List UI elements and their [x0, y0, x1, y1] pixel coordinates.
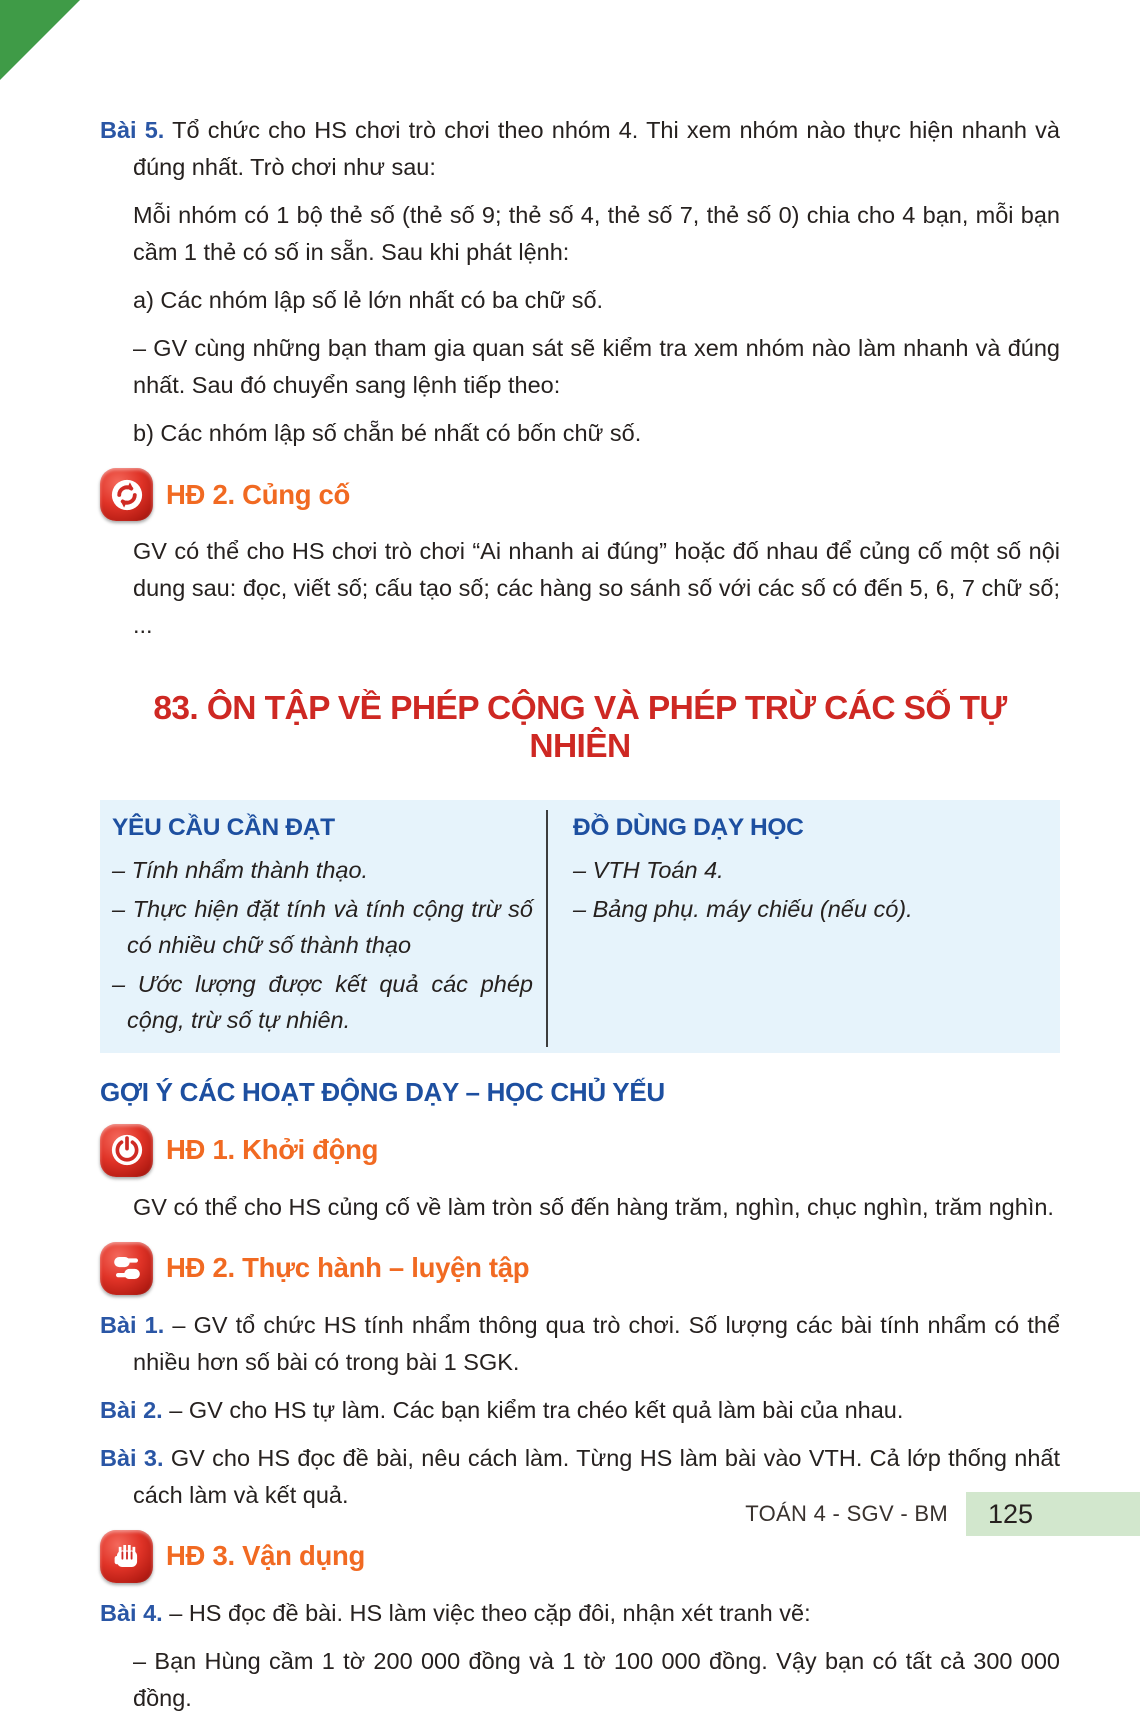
bai3-text: GV cho HS đọc đề bài, nêu cách làm. Từng HS làm bài vào VTH. Cả lớp thống nhất cách làm và kết quả.	[133, 1444, 1060, 1508]
paragraph-bai1	[100, 1307, 1060, 1381]
power-icon	[100, 1124, 153, 1177]
activity-heading-cung-co	[100, 468, 1060, 521]
requirements-table	[100, 800, 1060, 1053]
activity-heading-van-dung	[100, 1530, 1060, 1583]
requirements-header: YÊU CẦU CẦN ĐẠT	[112, 814, 335, 841]
activity-label: HĐ 2. Thực hành – luyện tập	[166, 1252, 530, 1283]
paragraph-bai5	[100, 112, 1060, 186]
paragraph-bai2	[100, 1392, 1060, 1429]
item-a: a) Các nhóm lập số lẻ lớn nhất có ba chữ số.	[133, 287, 604, 313]
bai4-text: – HS đọc đề bài. HS làm việc theo cặp đôi, nhận xét tranh vẽ:	[169, 1599, 811, 1626]
page-footer	[0, 1492, 1140, 1536]
materials-column	[555, 814, 1042, 1041]
paragraph-khoi-dong: GV có thể cho HS củng cố về làm tròn số đến hàng trăm, nghìn, chục nghìn, trăm nghìn.	[133, 1193, 1054, 1220]
activity-label: HĐ 2. Củng cố	[166, 478, 351, 510]
refresh-icon	[100, 468, 153, 521]
bai2-label: Bài 2.	[100, 1396, 163, 1423]
materials-header: ĐỒ DÙNG DẠY HỌC	[573, 814, 804, 841]
paragraph-gv-note: – GV cùng những bạn tham gia quan sát sẽ kiểm tra xem nhóm nào làm nhanh và đúng nhất. Sau đó chuyển sang lệnh tiếp theo:	[133, 335, 1060, 398]
activity-label: HĐ 3. Vận dụng	[166, 1540, 366, 1571]
paragraph-bai4	[100, 1595, 1060, 1632]
bai3-label: Bài 3.	[100, 1444, 164, 1471]
item-b: b) Các nhóm lập số chẵn bé nhất có bốn chữ số.	[133, 420, 642, 446]
footer-book-label: TOÁN 4 - SGV - BM	[745, 1501, 948, 1526]
bai5-text: Tổ chức cho HS chơi trò chơi theo nhóm 4. Thi xem nhóm nào thực hiện nhanh và đúng nhất. Trò chơi như sau:	[133, 117, 1060, 180]
activities-section-header: GỢI Ý CÁC HOẠT ĐỘNG DẠY – HỌC CHỦ YẾU	[100, 1076, 665, 1107]
requirement-item: – Ước lượng được kết quả các phép cộng, trừ số tự nhiên.	[112, 970, 533, 1033]
activity-heading-thuc-hanh	[100, 1242, 1060, 1295]
paragraph-cung-co: GV có thể cho HS chơi trò chơi “Ai nhanh ai đúng” hoặc đố nhau để củng cố một số nội dung sau: đọc, viết số; cấu tạo số; các hàng so sánh số với các số có đến 5, 6, 7 chữ số; ...	[133, 538, 1060, 638]
paragraph-bai4-note: – Bạn Hùng cầm 1 tờ 200 000 đồng và 1 tờ 100 000 đồng. Vậy bạn có tất cả 300 000 đồng.	[133, 1647, 1060, 1711]
activity-heading-khoi-dong	[100, 1124, 1060, 1177]
material-item: – VTH Toán 4.	[573, 857, 724, 883]
page-number: 125	[988, 1498, 1034, 1529]
material-item: – Bảng phụ. máy chiếu (nếu có).	[573, 895, 913, 922]
requirement-item: – Thực hiện đặt tính và tính cộng trừ số có nhiều chữ số thành thạo	[112, 895, 533, 958]
bai2-text: – GV cho HS tự làm. Các bạn kiểm tra chéo kết quả làm bài của nhau.	[169, 1396, 904, 1423]
bai1-label: Bài 1.	[100, 1311, 165, 1338]
bai4-label: Bài 4.	[100, 1599, 163, 1626]
fist-icon	[100, 1530, 153, 1583]
requirements-column	[112, 814, 555, 1041]
activity-label: HĐ 1. Khởi động	[166, 1134, 379, 1165]
bai1-text: – GV tổ chức HS tính nhẩm thông qua trò chơi. Số lượng các bài tính nhẩm có thể nhiều hơn số bài có trong bài 1 SGK.	[133, 1311, 1061, 1375]
paragraph-cards: Mỗi nhóm có 1 bộ thẻ số (thẻ số 9; thẻ số 4, thẻ số 7, thẻ số 0) chia cho 4 bạn, mỗi bạn cầm 1 thẻ có số in sẵn. Sau khi phát lệnh:	[133, 202, 1060, 265]
page-number-box	[966, 1492, 1140, 1536]
hands-icon	[100, 1242, 153, 1295]
lesson-title: 83. ÔN TẬP VỀ PHÉP CỘNG VÀ PHÉP TRỪ CÁC SỐ TỰ NHIÊN	[153, 690, 1007, 765]
requirement-item: – Tính nhẩm thành thạo.	[112, 857, 369, 883]
bai5-label: Bài 5.	[100, 117, 165, 143]
table-column-divider	[546, 810, 548, 1047]
